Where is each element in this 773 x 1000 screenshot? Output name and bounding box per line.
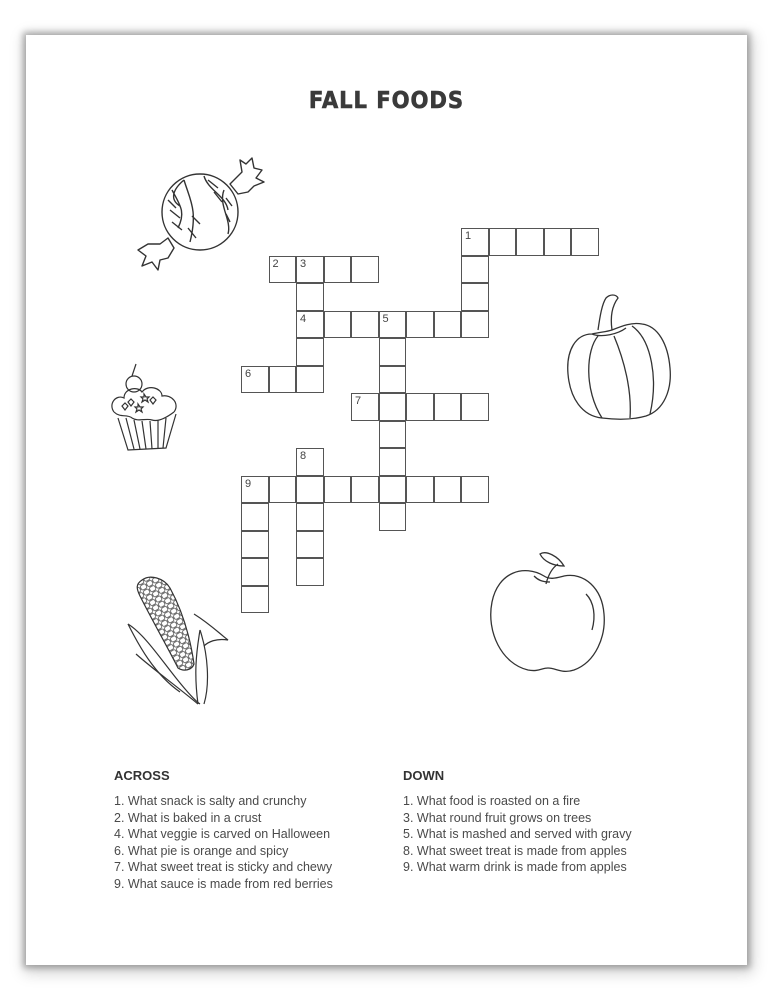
- candy-icon: [128, 150, 268, 275]
- crossword-cell[interactable]: [379, 311, 407, 339]
- crossword-cell[interactable]: [461, 283, 489, 311]
- crossword-cell[interactable]: [406, 393, 434, 421]
- crossword-cell[interactable]: [241, 531, 269, 559]
- crossword-cell[interactable]: [296, 503, 324, 531]
- crossword-cell[interactable]: [324, 256, 352, 284]
- crossword-cell[interactable]: [351, 393, 379, 421]
- corn-icon: [124, 574, 234, 708]
- across-clue: 7. What sweet treat is sticky and chewy: [114, 860, 333, 874]
- crossword-cell[interactable]: [379, 393, 407, 421]
- crossword-cell[interactable]: [296, 256, 324, 284]
- down-clue: 3. What round fruit grows on trees: [403, 810, 592, 825]
- crossword-cell[interactable]: [379, 421, 407, 449]
- crossword-cell[interactable]: [434, 393, 462, 421]
- down-clue: 5. What is mashed and served with gravy: [403, 827, 632, 841]
- crossword-cell[interactable]: [351, 311, 379, 339]
- crossword-cell[interactable]: [406, 476, 434, 504]
- crossword-cell[interactable]: [434, 311, 462, 339]
- crossword-cell[interactable]: [241, 366, 269, 394]
- crossword-cell[interactable]: [461, 393, 489, 421]
- crossword-cell[interactable]: [296, 338, 324, 366]
- crossword-cell[interactable]: [296, 476, 324, 504]
- crossword-cell[interactable]: [241, 558, 269, 586]
- clue-number: 8: [300, 450, 307, 462]
- crossword-cell[interactable]: [379, 338, 407, 366]
- crossword-cell[interactable]: [269, 476, 297, 504]
- crossword-cell[interactable]: [379, 476, 407, 504]
- crossword-cell[interactable]: [324, 311, 352, 339]
- crossword-cell[interactable]: [351, 256, 379, 284]
- crossword-cell[interactable]: [296, 558, 324, 586]
- pumpkin-icon: [562, 290, 677, 422]
- across-clue: 2. What is baked in a crust: [114, 810, 262, 825]
- across-clue: 9. What sauce is made from red berries: [114, 876, 333, 891]
- across-clue: 4. What veggie is carved on Halloween: [114, 827, 331, 841]
- crossword-cell[interactable]: [324, 476, 352, 504]
- across-clue: 6. What pie is orange and spicy: [114, 843, 289, 858]
- crossword-cell[interactable]: [461, 256, 489, 284]
- across-heading: ACROSS: [114, 768, 170, 783]
- clue-number: 6: [245, 367, 252, 380]
- clue-number: 7: [355, 395, 362, 407]
- crossword-cell[interactable]: [516, 228, 544, 256]
- crossword-cell[interactable]: [379, 503, 407, 531]
- down-heading: DOWN: [403, 768, 445, 783]
- crossword-cell[interactable]: [296, 448, 324, 476]
- crossword-cell[interactable]: [351, 476, 379, 504]
- clue-number: 5: [382, 312, 389, 325]
- crossword-cell[interactable]: [296, 283, 324, 311]
- crossword-cell[interactable]: [296, 311, 324, 339]
- clue-number: 9: [245, 477, 252, 490]
- crossword-cell[interactable]: [269, 366, 297, 394]
- down-clue: 8. What sweet treat is made from apples: [403, 843, 627, 858]
- cupcake-icon: [106, 360, 188, 458]
- across-clue: 1. What snack is salty and crunchy: [114, 794, 307, 808]
- across-clue-list: [114, 793, 333, 892]
- crossword-cell[interactable]: [544, 228, 572, 256]
- crossword-cell[interactable]: [379, 366, 407, 394]
- down-clue: 9. What warm drink is made from apples: [403, 860, 627, 874]
- clue-number: 1: [465, 230, 472, 242]
- clue-number: 4: [300, 312, 307, 325]
- crossword-cell[interactable]: [434, 476, 462, 504]
- crossword-cell[interactable]: [241, 476, 269, 504]
- crossword-cell[interactable]: [461, 311, 489, 339]
- crossword-cell[interactable]: [296, 366, 324, 394]
- crossword-cell[interactable]: [241, 503, 269, 531]
- crossword-cell[interactable]: [296, 531, 324, 559]
- clue-number: 2: [272, 257, 279, 270]
- crossword-cell[interactable]: [461, 228, 489, 256]
- page-title: FALL FOODS: [308, 88, 465, 114]
- crossword-cell[interactable]: [571, 228, 599, 256]
- apple-icon: [484, 546, 614, 681]
- down-clue-list: [403, 793, 632, 876]
- down-clue: 1. What food is roasted on a fire: [403, 794, 581, 808]
- crossword-cell[interactable]: [461, 476, 489, 504]
- crossword-cell[interactable]: [489, 228, 517, 256]
- crossword-cell[interactable]: [379, 448, 407, 476]
- crossword-cell[interactable]: [269, 256, 297, 284]
- crossword-cell[interactable]: [406, 311, 434, 339]
- crossword-cell[interactable]: [241, 586, 269, 614]
- clue-number: 3: [300, 257, 307, 270]
